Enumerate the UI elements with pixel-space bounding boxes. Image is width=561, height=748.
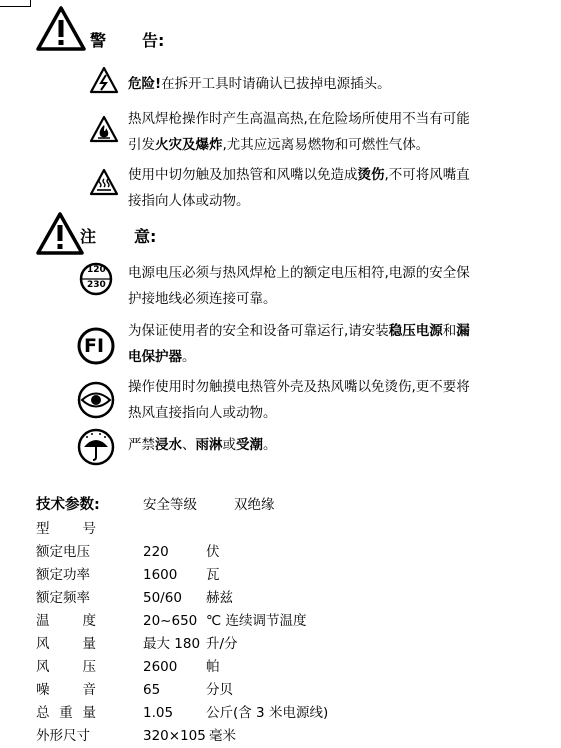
spec-table: [36, 494, 536, 748]
spec-row-weight: 总 重 量 1.05 公斤(含 3 米电源线): [36, 705, 329, 721]
page-corner-frame: [0, 0, 31, 7]
spec-row-dimensions: 外形尺寸 320×105 毫米: [36, 728, 236, 744]
spec-row-airflow: 风 量 最大 180 升/分: [36, 636, 238, 652]
caution-triangle-icon: [36, 211, 84, 255]
spec-row-frequency: 额定频率 50/60 赫兹: [36, 590, 233, 606]
warning-title: 警 告:: [90, 31, 165, 50]
warning-item-danger: 危险!在拆开工具时请确认已拔掉电源插头。: [128, 76, 391, 92]
fi-badge: FI: [84, 335, 105, 357]
safety-label: 安全等级: [143, 497, 197, 513]
spec-row-temperature: 温 度 20~650 ℃ 连续调节温度: [36, 613, 307, 629]
caution-item-protector: 为保证使用者的安全和设备可靠运行,请安装稳压电源和漏 电保护器。: [128, 323, 470, 365]
fire-icon: [89, 115, 119, 143]
caution-title: 注 意:: [80, 227, 157, 246]
electric-shock-icon: [89, 66, 119, 94]
spec-row-model: 型 号: [36, 521, 96, 537]
caution-item-moisture: 严禁浸水、雨淋或受潮。: [128, 437, 277, 453]
fi-protector-icon: [76, 326, 116, 366]
spec-heading-row: [36, 494, 536, 518]
umbrella-rain-icon: [76, 427, 116, 467]
warning-triangle-icon: [36, 5, 86, 51]
safety-value: 双绝缘: [234, 497, 275, 513]
voltage-120-230-icon: [76, 262, 116, 296]
spec-row-noise: 噪 音 65 分贝: [36, 682, 233, 698]
spec-row-power: 额定功率 1600 瓦: [36, 567, 220, 583]
spec-heading: 技术参数:: [36, 497, 100, 513]
spec-row-voltage: 额定电压 220 伏: [36, 544, 220, 560]
eye-protection-icon: [76, 381, 116, 419]
warning-item-fire: 热风焊枪操作时产生高温高热,在危险场所使用不当有可能 引发火灾及爆炸,尤其应远离易燃物和可燃性气体。: [128, 111, 470, 153]
caution-item-voltage: 电源电压必须与热风焊枪上的额定电压相符,电源的安全保 护接地线必须连接可靠。: [128, 265, 470, 307]
voltage-badge-bottom: 230: [87, 280, 106, 290]
caution-item-burn: 操作使用时勿触摸电热管外壳及热风嘴以免烫伤,更不要将 热风直接指向人或动物。: [128, 379, 470, 421]
hot-surface-icon: [89, 168, 119, 196]
voltage-badge-top: 120: [87, 265, 106, 275]
spec-row-pressure: 风 压 2600 帕: [36, 659, 220, 675]
warning-item-burn: 使用中切勿触及加热管和风嘴以免造成烫伤,不可将风嘴直 接指向人体或动物。: [128, 167, 470, 209]
